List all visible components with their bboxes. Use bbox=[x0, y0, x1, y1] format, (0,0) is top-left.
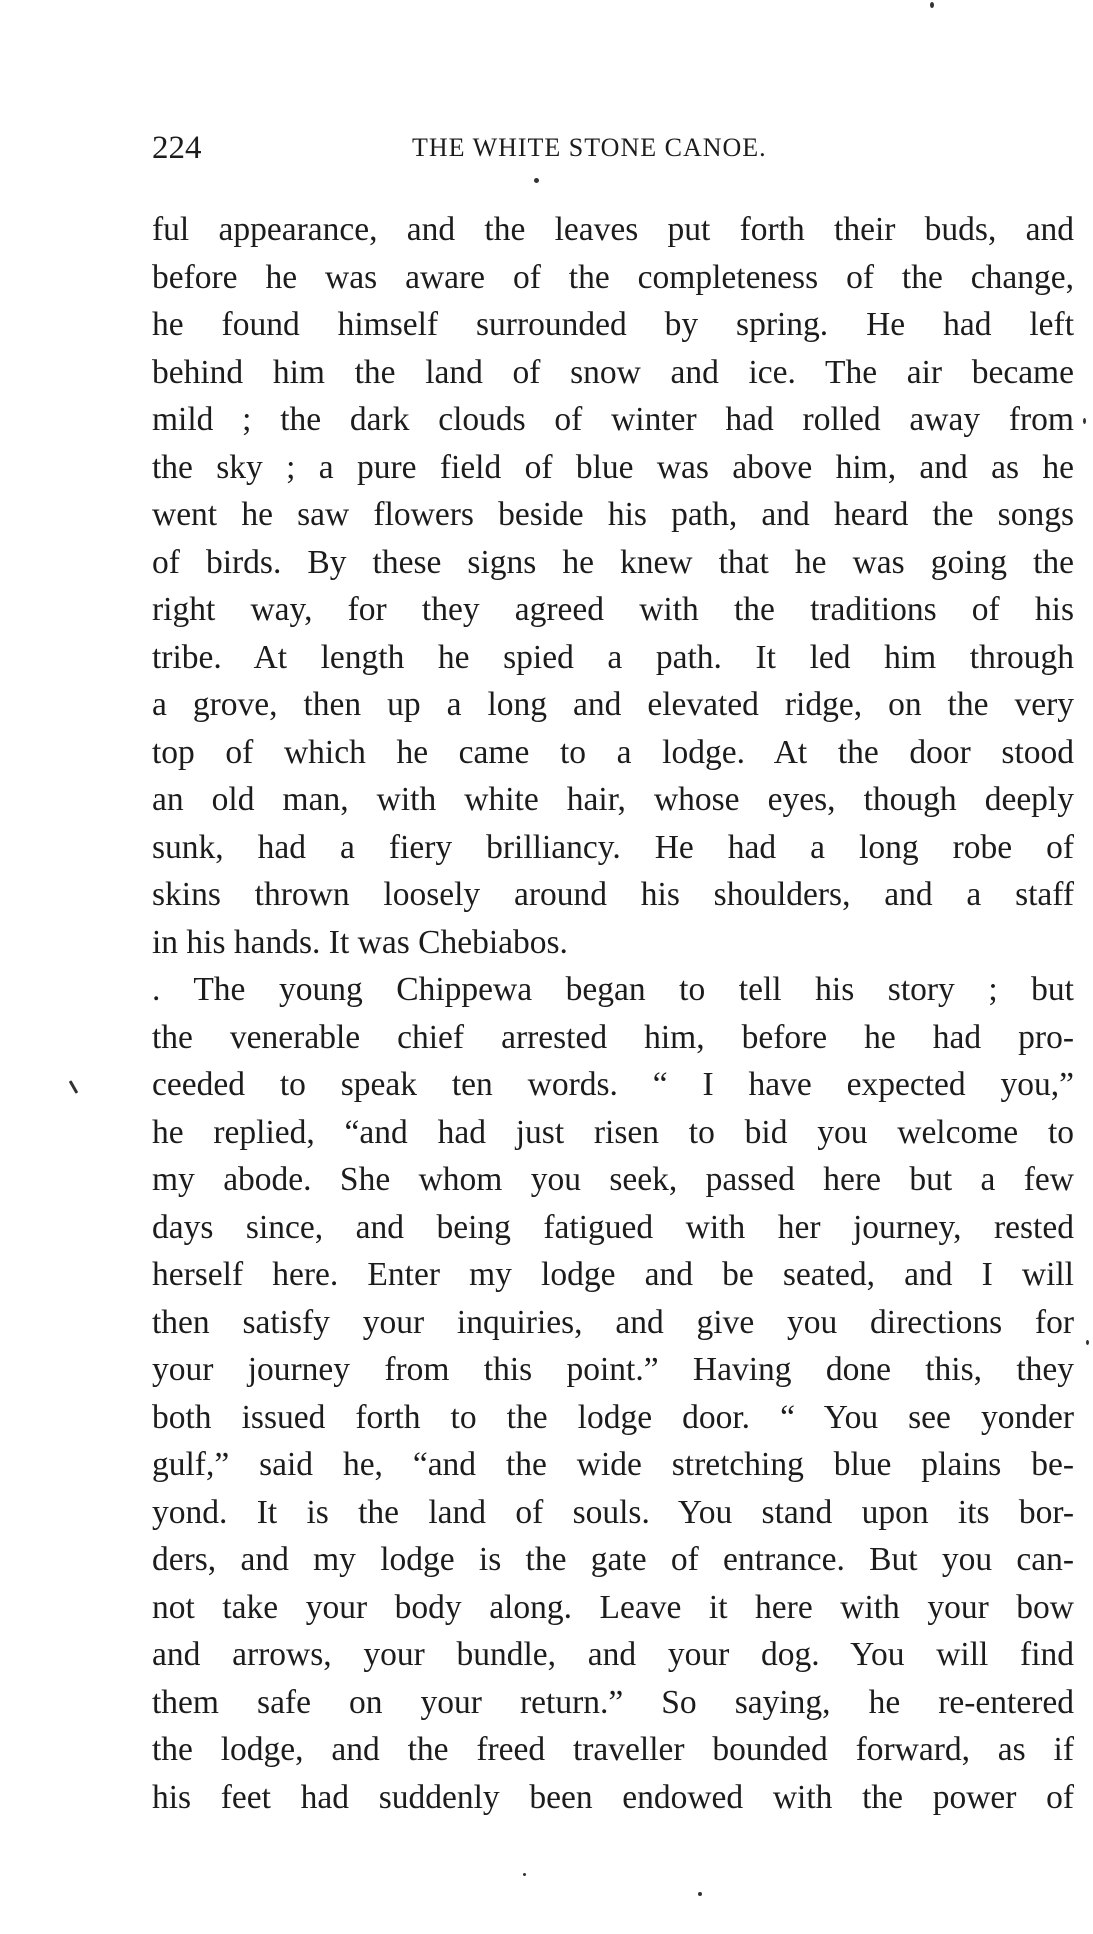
text-line: the lodge, and the freed traveller bounded forward, as if bbox=[152, 1731, 1074, 1768]
text-line: behind him the land of snow and ice. The air became bbox=[152, 353, 1074, 391]
text-line: your journey from this point.” Having done this, they bbox=[152, 1351, 1074, 1388]
text-line: went he saw flowers beside his path, and heard the songs bbox=[152, 496, 1074, 533]
print-speck bbox=[523, 1873, 526, 1876]
text-line: right way, for they agreed with the traditions of his bbox=[152, 591, 1074, 628]
text-line: . The young Chippewa began to tell his story ; but bbox=[152, 971, 1074, 1008]
text-line: the sky ; a pure field of blue was above him, and as he bbox=[152, 448, 1074, 486]
text-line: gulf,” said he, “and the wide stretching blue plains be- bbox=[152, 1446, 1074, 1483]
body-text bbox=[152, 206, 1074, 1821]
running-head: THE WHITE STONE CANOE. bbox=[412, 133, 767, 162]
text-line: them safe on your return.” So saying, he re-entered bbox=[152, 1683, 1074, 1721]
text-line: a grove, then up a long and elevated ridge, on the very bbox=[152, 686, 1074, 723]
print-speck bbox=[698, 1892, 702, 1896]
print-speck bbox=[930, 2, 934, 8]
print-speck bbox=[534, 178, 539, 183]
text-line: mild ; the dark clouds of winter had rolled away from bbox=[152, 401, 1074, 438]
print-speck bbox=[1086, 1340, 1089, 1345]
paragraph bbox=[152, 206, 1074, 966]
text-line: sunk, had a fiery brilliancy. He had a long robe of bbox=[152, 828, 1074, 866]
text-line: both issued forth to the lodge door. “ You see yonder bbox=[152, 1398, 1074, 1436]
print-speck bbox=[1083, 418, 1086, 424]
text-line: herself here. Enter my lodge and be seated, and I will bbox=[152, 1256, 1074, 1293]
text-line: and arrows, your bundle, and your dog. You will find bbox=[152, 1636, 1074, 1673]
text-line: an old man, with white hair, whose eyes, though deeply bbox=[152, 781, 1074, 818]
text-line: before he was aware of the completeness of the change, bbox=[152, 258, 1074, 296]
text-line: ful appearance, and the leaves put forth their buds, and bbox=[152, 211, 1074, 248]
paragraph bbox=[152, 966, 1074, 1821]
text-line: my abode. She whom you seek, passed here but a few bbox=[152, 1161, 1074, 1198]
text-line: the venerable chief arrested him, before he had pro- bbox=[152, 1018, 1074, 1056]
text-line: ceeded to speak ten words. “ I have expected you,” bbox=[152, 1066, 1074, 1103]
text-line: he found himself surrounded by spring. He had left bbox=[152, 306, 1074, 343]
print-speck bbox=[69, 1080, 79, 1094]
text-line: skins thrown loosely around his shoulders, and a staff bbox=[152, 876, 1074, 913]
text-line: then satisfy your inquiries, and give you directions for bbox=[152, 1303, 1074, 1341]
text-line: his feet had suddenly been endowed with the power of bbox=[152, 1778, 1074, 1816]
text-line: ders, and my lodge is the gate of entrance. But you can- bbox=[152, 1541, 1074, 1578]
text-line: of birds. By these signs he knew that he was going the bbox=[152, 543, 1074, 581]
text-line: he replied, “and had just risen to bid you welcome to bbox=[152, 1113, 1074, 1151]
page-number: 224 bbox=[152, 130, 202, 166]
text-line: tribe. At length he spied a path. It led him through bbox=[152, 638, 1074, 676]
text-line: in his hands. It was Chebiabos. bbox=[152, 923, 568, 961]
text-line: yond. It is the land of souls. You stand upon its bor- bbox=[152, 1493, 1074, 1531]
text-line: top of which he came to a lodge. At the door stood bbox=[152, 733, 1074, 771]
text-line: not take your body along. Leave it here with your bow bbox=[152, 1588, 1074, 1626]
text-line: days since, and being fatigued with her journey, rested bbox=[152, 1208, 1074, 1246]
page-header bbox=[152, 128, 1074, 168]
